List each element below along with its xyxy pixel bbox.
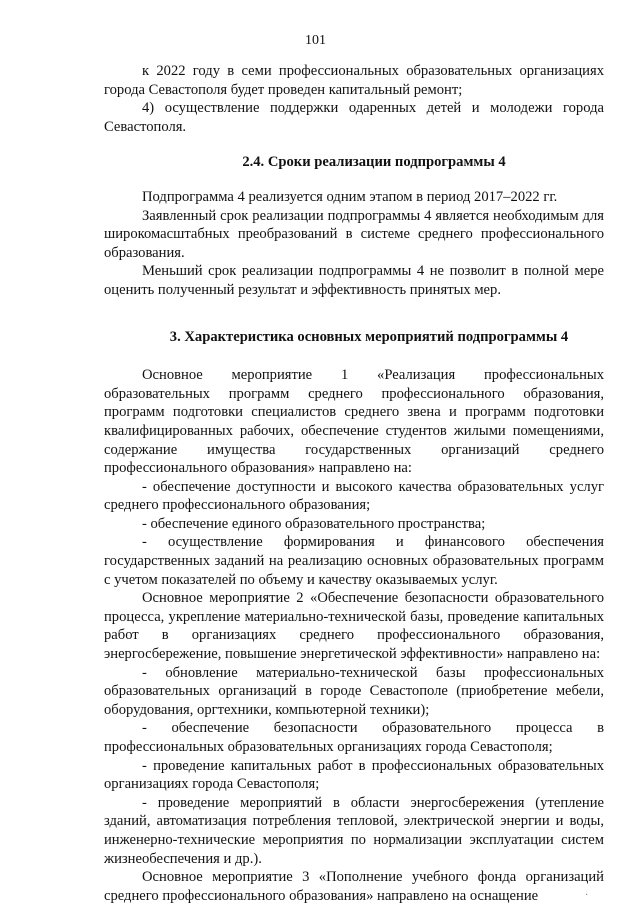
paragraph: Меньший срок реализации подпрограммы 4 не позволит в полной мере оценить полученный результат и эффективность принятых мер. [104, 263, 604, 298]
list-item: - проведение капитальных работ в профессиональных образовательных организациях города Севастополя; [104, 757, 604, 793]
paragraph: 4) осуществление поддержки одаренных детей и молодежи города Севастополя. [104, 100, 604, 135]
section-heading-2-4: 2.4. Сроки реализации подпрограммы 4 [242, 154, 506, 171]
list-item: - осуществление формирования и финансового обеспечения государственных заданий на реализацию основных образовательных программ с учетом показателей по объему и качеству оказываемых услуг. [104, 534, 604, 588]
paragraph: Основное мероприятие 3 «Пополнение учебного фонда организаций среднего профессионального образования» направлено на оснащение [104, 869, 604, 904]
paragraph: Основное мероприятие 1 «Реализация профессиональных образовательных программ среднего профессионального образования, программ подготовки специалистов среднего звена и программ подготовки квалифицированных рабочих, обеспечение студентов жилыми помещениями, содержание имущества государственных организаций среднего профессионального образования» направлено на: [104, 367, 604, 477]
page-number: 101 [305, 33, 326, 48]
list-item: - проведение мероприятий в области энергосбережения (утепление зданий, автоматизация потребления тепловой, электрической энергии и воды, инженерно-технические мероприятия по нормализации эксплуатации систем жизнеобеспечения и др.). [104, 794, 604, 867]
list-item: - обеспечение единого образовательного пространства; [142, 515, 486, 532]
paragraph: Подпрограмма 4 реализуется одним этапом в период 2017–2022 гг. [142, 188, 558, 205]
list-item: - обновление материально-технической базы профессиональных образовательных организаций в городе Севастополе (приобретение мебели, оборудования, оргтехники, компьютерной техники); [104, 664, 604, 718]
paragraph: к 2022 году в семи профессиональных образовательных организациях города Севастополя будет проведен капитальный ремонт; [104, 63, 604, 98]
paragraph: Основное мероприятие 2 «Обеспечение безопасности образовательного процесса, укрепление материально-технической базы, проведение капитальных работ в организациях среднего профессионального образования, энергосбережение, повышение энергетической эффективности» направлено на: [104, 590, 604, 663]
list-item: - обеспечение безопасности образовательного процесса в профессиональных образовательных организациях города Севастополя; [104, 720, 604, 755]
section-heading-3: 3. Характеристика основных мероприятий подпрограммы 4 [169, 328, 569, 345]
paragraph: Заявленный срок реализации подпрограммы 4 является необходимым для широкомасштабных преобразований в системе среднего профессионального образования. [104, 207, 604, 261]
list-item: - обеспечение доступности и высокого качества образовательных услуг среднего профессионального образования; [104, 478, 604, 514]
scan-artifact-dot: · [585, 890, 589, 901]
document-body [104, 62, 604, 905]
